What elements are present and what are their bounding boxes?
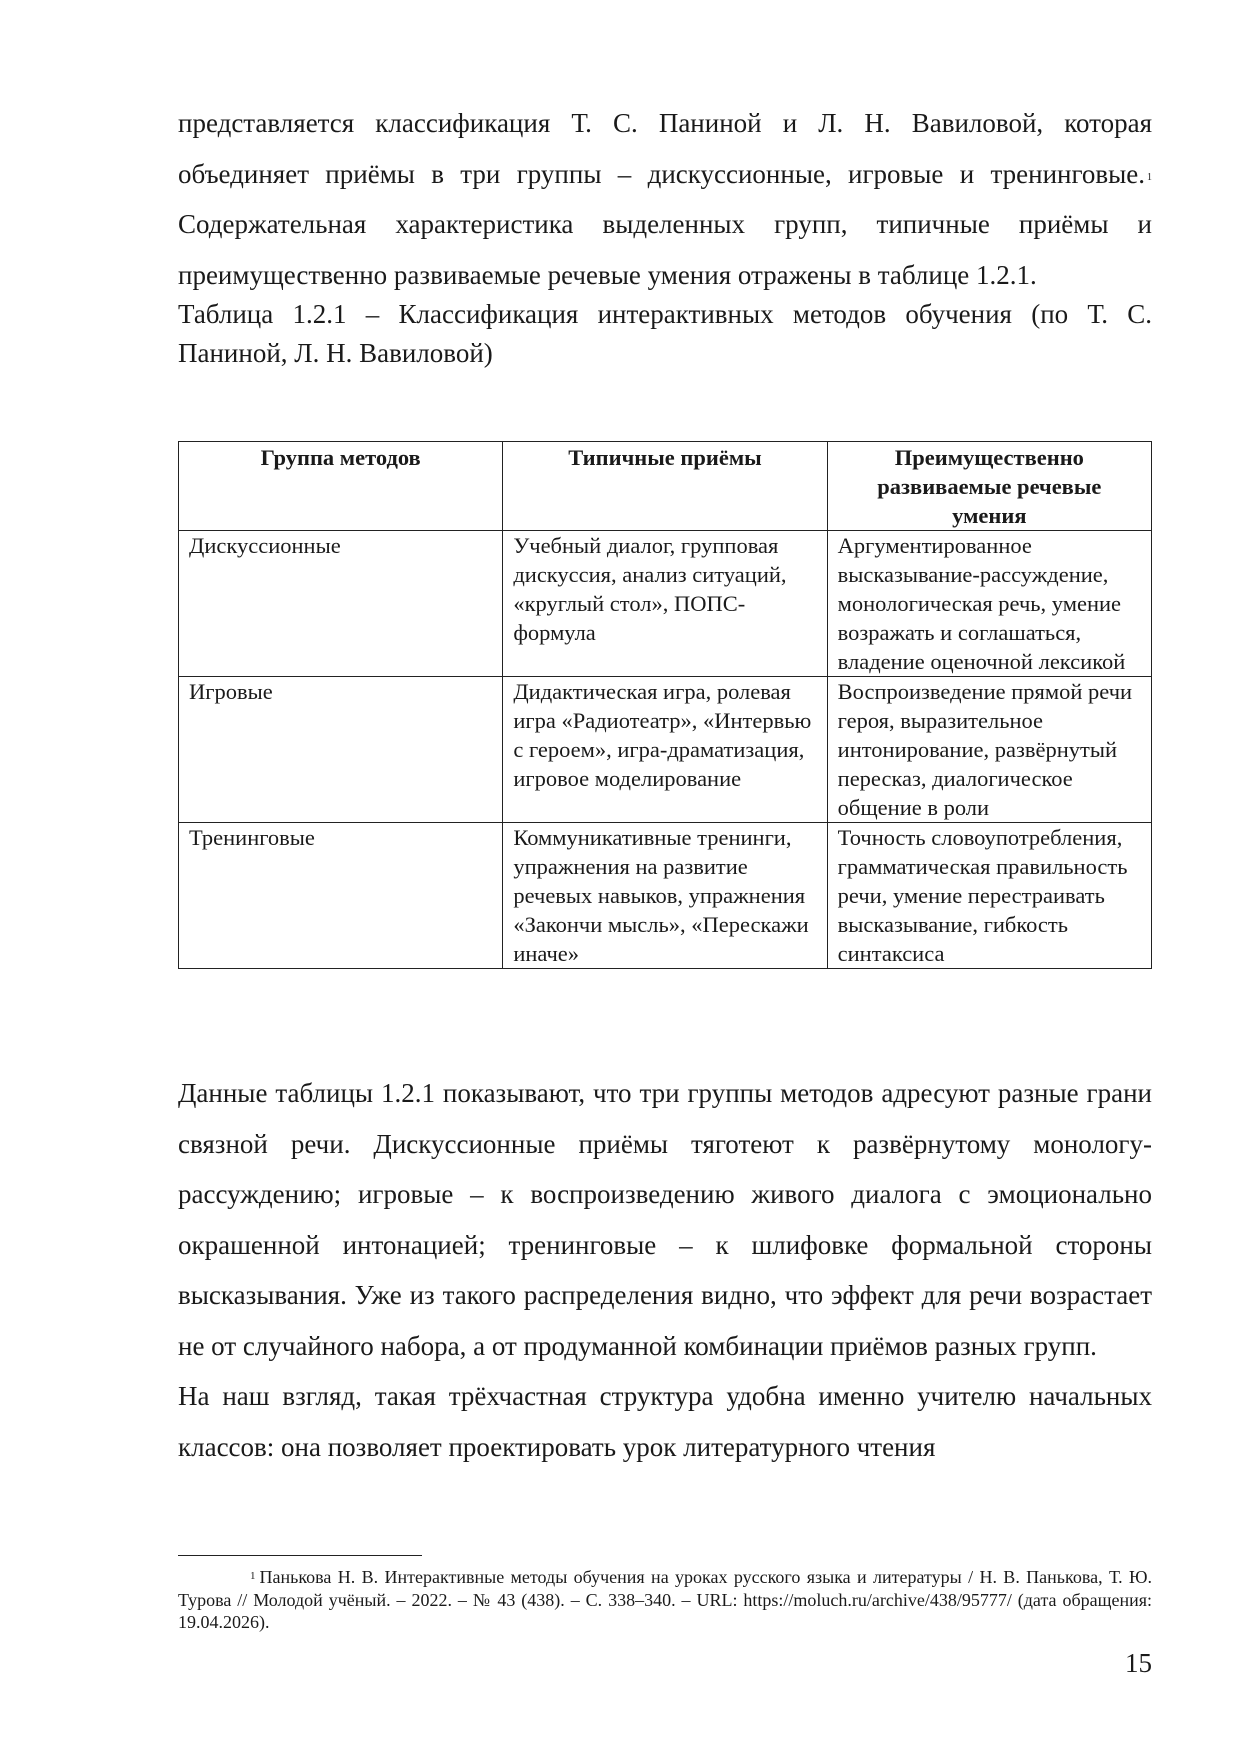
header-techniques: Типичные приёмы	[503, 442, 827, 531]
table-caption: Таблица 1.2.1 – Классификация интерактивных методов обучения (по Т. С. Паниной, Л. Н. Вавиловой)	[178, 299, 1152, 368]
intro-text-continued: Содержательная характеристика выделенных групп, типичные приёмы и преимущественно развиваемые речевые умения отражены в таблице 1.2.1.	[178, 209, 1152, 290]
table-cell: Аргументированное высказывание-рассуждение, монологическая речь, умение возражать и соглашаться, владение оценочной лексикой	[827, 531, 1151, 677]
table-cell: Дискуссионные	[179, 531, 503, 677]
table-cell: Коммуникативные тренинги, упражнения на развитие речевых навыков, упражнения «Закончи мысль», «Перескажи иначе»	[503, 823, 827, 969]
analysis-block	[178, 1068, 1152, 1472]
page-number: 15	[1125, 1648, 1152, 1678]
table-caption-block	[178, 295, 1152, 373]
analysis-paragraph: Данные таблицы 1.2.1 показывают, что три группы методов адресуют разные грани связной речи. Дискуссионные приёмы тяготеют к развёрнутому монологу-рассуждению; игровые – к воспроизведению живого диалога с эмоционально окрашенной интонацией; тренинговые – к шлифовке формальной стороны высказывания. Уже из такого распределения видно, что эффект для речи возрастает не от случайного набора, а от продуманной комбинации приёмов разных групп.	[178, 1078, 1152, 1361]
table-cell: Игровые	[179, 677, 503, 823]
table-cell: Тренинговые	[179, 823, 503, 969]
intro-paragraph	[178, 98, 1152, 300]
methods-table	[178, 441, 1152, 969]
footnote-reference[interactable]: 1	[1147, 171, 1152, 183]
footnote-number: 1	[250, 1570, 256, 1582]
table-row	[179, 677, 1152, 823]
footnote	[178, 1566, 1152, 1634]
intro-text: представляется классификация Т. С. Паниной и Л. Н. Вавиловой, которая объединяет приёмы в три группы – дискуссионные, игровые и тренинговые.	[178, 108, 1152, 189]
conclusion-paragraph: На наш взгляд, такая трёхчастная структура удобна именно учителю начальных классов: она позволяет проектировать урок литературного чтения	[178, 1381, 1152, 1462]
table-row	[179, 823, 1152, 969]
table-cell: Учебный диалог, групповая дискуссия, анализ ситуаций, «круглый стол», ПОПС-формула	[503, 531, 827, 677]
intro-block	[178, 98, 1152, 300]
table-header-row	[179, 442, 1152, 531]
table-cell: Точность словоупотребления, грамматическая правильность речи, умение перестраивать высказывание, гибкость синтаксиса	[827, 823, 1151, 969]
header-group: Группа методов	[179, 442, 503, 531]
table-row	[179, 531, 1152, 677]
footnote-separator	[178, 1555, 422, 1556]
table-cell: Дидактическая игра, ролевая игра «Радиотеатр», «Интервью с героем», игра-драматизация, игровое моделирование	[503, 677, 827, 823]
footnote-text: Панькова Н. В. Интерактивные методы обучения на уроках русского языка и литературы / Н. В. Панькова, Т. Ю. Турова // Молодой учёный. – 2022. – № 43 (438). – С. 338–340. – URL: https://moluch.ru/archive/438/95777/ (дата обращения: 19.04.2026).	[178, 1567, 1152, 1632]
table-cell: Воспроизведение прямой речи героя, выразительное интонирование, развёрнутый пересказ, диалогическое общение в роли	[827, 677, 1151, 823]
header-skills: Преимущественно развиваемые речевые умения	[827, 442, 1151, 531]
